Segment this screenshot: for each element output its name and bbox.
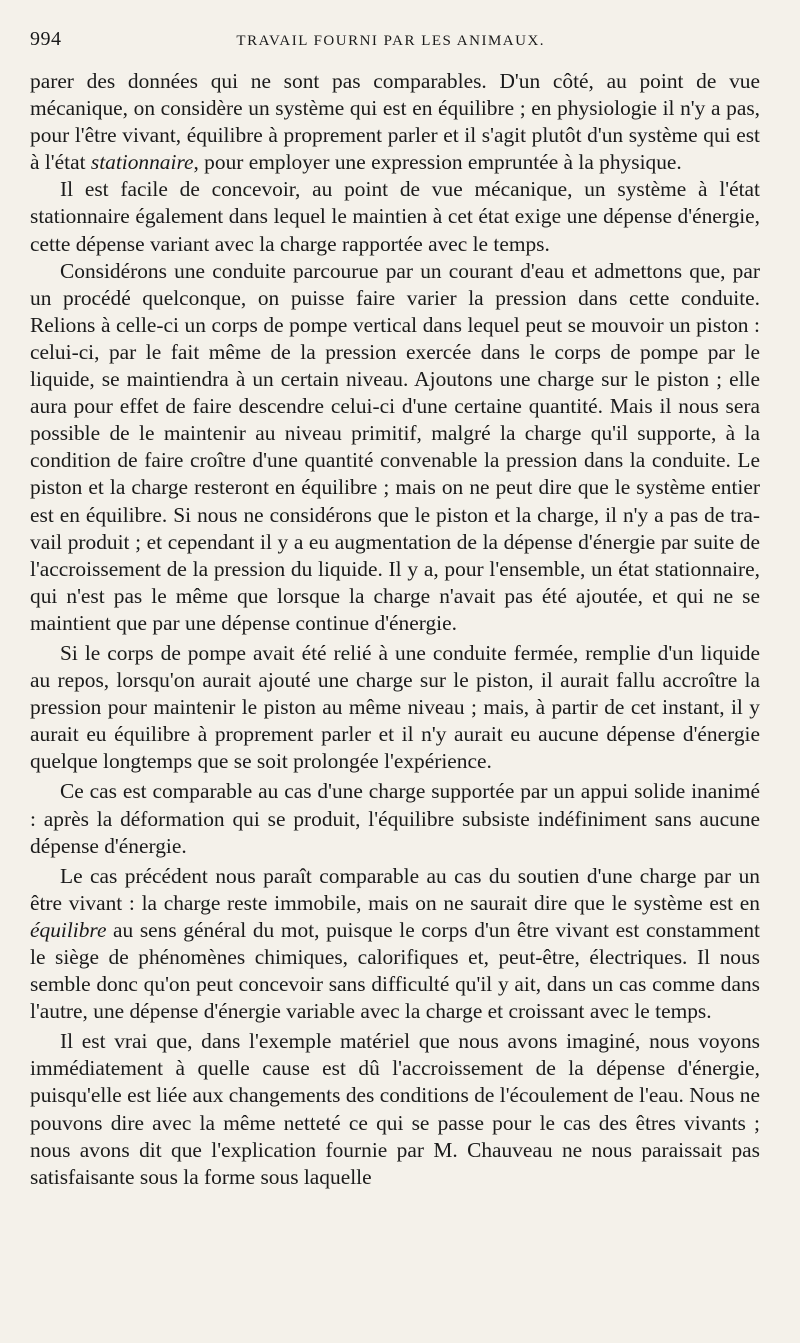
paragraph: [30, 1028, 760, 1191]
body-text: [30, 68, 760, 1191]
paragraph-text: , pour employer une expression empruntée à la physique.: [193, 150, 682, 175]
paragraph-text: Le cas précédent nous paraît comparable au cas du soutien d'une charge par un être vivant : la charge reste immobile, mais on ne saurait dire que le système est en: [30, 863, 760, 915]
paragraph: [30, 778, 760, 859]
paragraph-text: Il est vrai que, dans l'exemple matériel que nous avons imaginé, nous voyons immédiatement à quelle cause est dû l'accroissement de la dépense d'énergie, puisqu'elle est liée aux changements des conditions de l'écoulement de l'eau. Nous ne pouvons dire avec la même netteté ce qui se passe pour le cas des êtres vivants ; nous avons dit que l'explication fournie par M. Chauveau ne nous paraissait pas satisfaisante sous la forme sous laquelle: [30, 1029, 760, 1189]
page-header: [30, 28, 760, 62]
paragraph: [30, 176, 760, 257]
paragraph: [30, 863, 760, 1026]
paragraph-text: Ce cas est comparable au cas d'une charge supportée par un appui solide inanimé : après la déformation qui se produit, l'équilibre subsiste indéfiniment sans aucune dépense d'énergie.: [30, 779, 760, 858]
paragraph-text: Il est facile de concevoir, au point de vue mécanique, un système à l'état stationnaire également dans lequel le maintien à cet état exige une dépense d'énergie, cette dépense variant avec la charge rapportée avec le temps.: [30, 177, 760, 256]
paragraph-text: parer des données qui ne sont pas comparables. D'un côté, au point de vue mécanique, on considère un système qui est en équilibre ; en physiologie il n'y a pas, pour l'être vivant, équilibre à proprement parler et il s'agit plutôt d'un système qui est à l'état: [30, 69, 760, 175]
italic-text: stationnaire: [90, 150, 194, 175]
paragraph: [30, 640, 760, 775]
paragraph-text: Si le corps de pompe avait été relié à une conduite fermée, remplie d'un liquide au repos, lorsqu'on aurait ajouté une charge sur le piston, il aurait fallu accroître la pression pour maintenir le piston au même niveau ; mais, à partir de cet instant, il y aurait eu équilibre à proprement parler et il n'y aurait eu aucune dépense d'énergie quelque longtemps que se soit prolongée l'expérience.: [30, 640, 760, 774]
running-head: TRAVAIL FOURNI PAR LES ANIMAUX.: [236, 33, 546, 49]
page-number: 994: [30, 28, 62, 50]
paragraph: [30, 258, 760, 637]
paragraph: [30, 68, 760, 176]
italic-text: équilibre: [30, 917, 107, 942]
paragraph-text: Considérons une conduite parcourue par un courant d'eau et admettons que, par un procédé quelconque, on puisse faire varier la pression dans cette conduite. Relions à celle-ci un corps de pompe vertical dans lequel peut se mouvoir un piston : celui-ci, par le fait même de la pression exercée dans le corps de pompe par le liquide, se maintiendra à un certain niveau. Ajoutons une charge sur le piston ; elle aura pour effet de faire descendre celui-ci d'une certaine quantité. Mais il nous sera possible de le maintenir au niveau primitif, malgré la charge qu'il supporte, à la condition de faire croître d'une quantité convenable la pression dans la conduite. Le piston et la charge resteront en équilibre ; mais on ne peut dire que le système entier est en équilibre. Si nous ne considérons que le piston et la charge, il n'y a pas de travail produit ; et cependant il y a eu augmentation de la dépense d'énergie par suite de l'accroissement de la pression du liquide. Il y a, pour l'ensemble, un état stationnaire, qui n'est pas le même que lorsque la charge n'avait pas été ajoutée, et qui ne se maintient que par une dépense continue d'énergie.: [30, 258, 760, 635]
paragraph-text: au sens général du mot, puisque le corps d'un être vivant est constamment le siège de phénomènes chimiques, calorifiques et, peut-être, électriques. Il nous semble donc qu'on peut concevoir sans difficulté qu'il y ait, dans un cas comme dans l'autre, une dépense d'énergie variable avec la charge et croissant avec le temps.: [30, 917, 760, 1024]
